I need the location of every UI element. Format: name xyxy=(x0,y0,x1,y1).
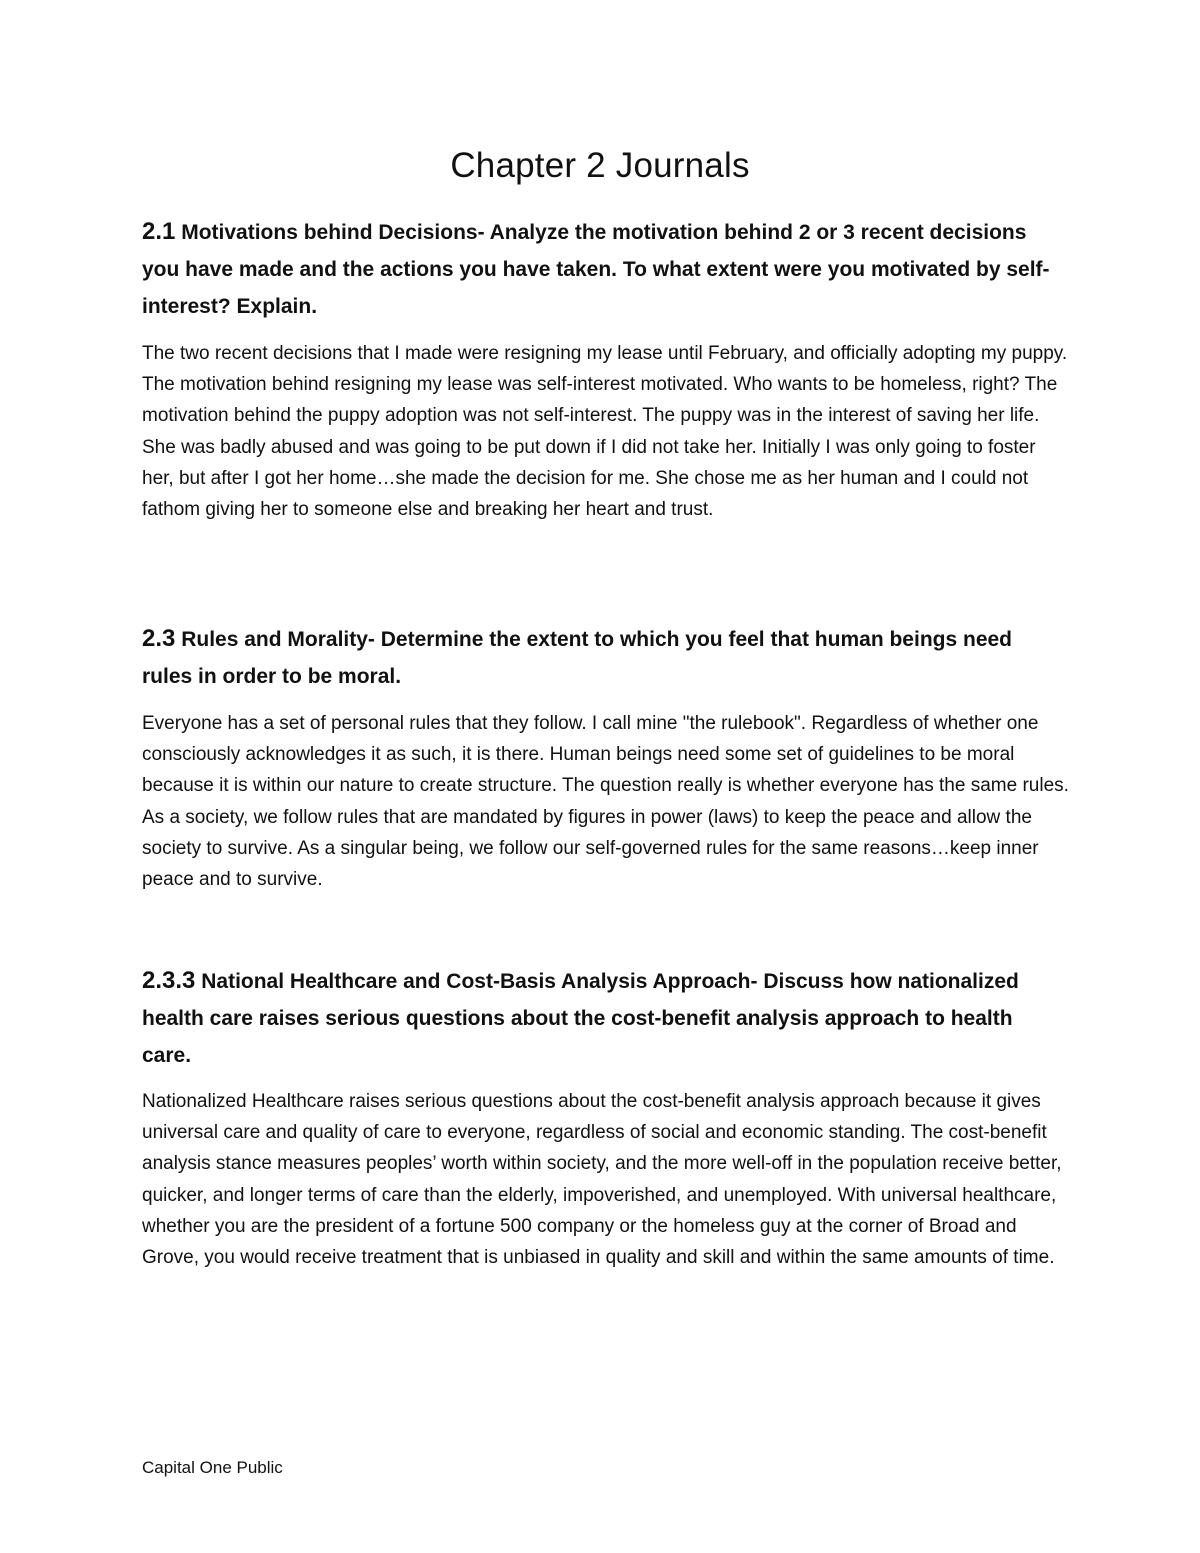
question-number: 2.3.3 xyxy=(142,967,196,994)
question-text: Rules and Morality- Determine the extent to which you feel that human beings need rules in order to be moral. xyxy=(142,628,1013,688)
answer-2-3-3: Nationalized Healthcare raises serious questions about the cost-benefit analysis approach because it gives universal care and quality of care to everyone, regardless of social and economic standing. The cost-benefit analysis stance measures peoples’ worth within society, and the more well-off in the population receive better, quicker, and longer terms of care than the elderly, impoverished, and unemployed. With universal healthcare, whether you are the president of a fortune 500 company or the homeless guy at the corner of Broad and Grove, you would receive treatment that is unbiased in quality and skill and within the same amounts of time. xyxy=(142,1091,1062,1269)
question-2-3-3 xyxy=(142,962,1062,1074)
page-title: Chapter 2 Journals xyxy=(450,146,750,185)
question-number: 2.1 xyxy=(142,218,176,245)
question-number: 2.3 xyxy=(142,625,176,652)
answer-2-1: The two recent decisions that I made were resigning my lease until February, and officially adopting my puppy. The motivation behind resigning my lease was self-interest motivated. Who wants to be homeless, right? The motivation behind the puppy adoption was not self-interest. The puppy was in the interest of saving her life. She was badly abused and was going to be put down if I did not take her. Initially I was only going to foster her, but after I got her home…she made the decision for me. She chose me as her human and I could not fathom giving her to someone else and breaking her heart and trust. xyxy=(142,343,1068,521)
question-text: Motivations behind Decisions- Analyze the motivation behind 2 or 3 recent decisions you have made and the actions you have taken. To what extent were you motivated by self-interest? Explain. xyxy=(142,221,1050,318)
question-2-3 xyxy=(142,620,1062,695)
question-2-1 xyxy=(142,213,1062,325)
answer-2-3: Everyone has a set of personal rules that they follow. I call mine "the rulebook". Regardless of whether one consciously acknowledges it as such, it is there. Human beings need some set of guidelines to be moral because it is within our nature to create structure. The question really is whether everyone has the same rules. As a society, we follow rules that are mandated by figures in power (laws) to keep the peace and allow the society to survive. As a singular being, we follow our self-governed rules for the same reasons…keep inner peace and to survive. xyxy=(142,713,1069,891)
question-text: National Healthcare and Cost-Basis Analysis Approach- Discuss how nationalized health care raises serious questions about the cost-benefit analysis approach to health care. xyxy=(142,970,1019,1067)
page-footer: Capital One Public xyxy=(142,1458,283,1477)
